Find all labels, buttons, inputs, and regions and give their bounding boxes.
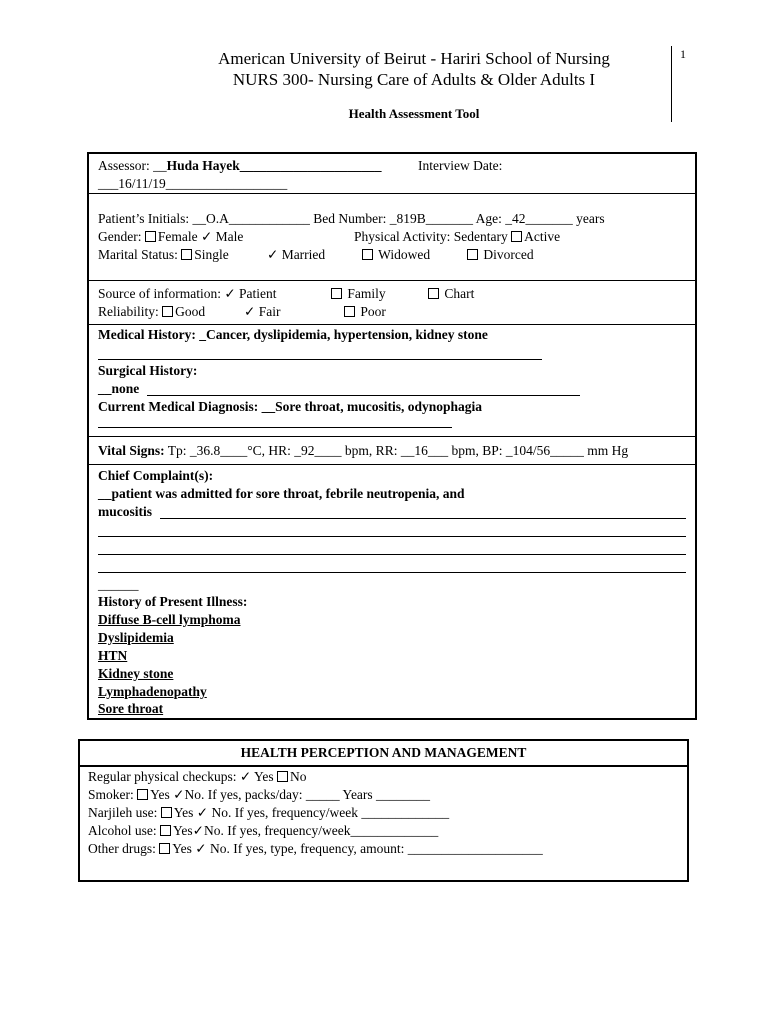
- surgical-history-line: [147, 395, 580, 396]
- assessment-form: [87, 152, 697, 720]
- vital-signs-row: [89, 436, 695, 465]
- interview-date-label: Interview Date:: [418, 158, 503, 173]
- fair-label: Fair: [258, 304, 281, 319]
- page-number-divider: [671, 46, 672, 122]
- chart-option: [428, 285, 474, 302]
- other-drugs-field[interactable]: [88, 840, 543, 857]
- course-title: NURS 300- Nursing Care of Adults & Older Adults I: [232, 70, 596, 89]
- smoker-yes-checkbox[interactable]: [137, 789, 148, 800]
- source-field: [98, 285, 277, 302]
- marital-status-label: Marital Status:: [98, 247, 178, 262]
- page-number: 1: [680, 47, 686, 61]
- vital-signs-label: Vital Signs:: [98, 443, 165, 458]
- single-label: Single: [194, 247, 229, 262]
- widowed-checkbox[interactable]: [362, 249, 373, 260]
- patient-source-checkmark-icon[interactable]: ✓: [224, 286, 236, 301]
- widowed-label: Widowed: [378, 247, 431, 262]
- source-label: Source of information:: [98, 286, 221, 301]
- current-diagnosis[interactable]: [98, 398, 482, 415]
- fair-checkmark-icon[interactable]: ✓: [244, 304, 256, 319]
- patient-initials-line[interactable]: Patient’s Initials: __O.A____________ Bed Number: _819B_______ Age: _42_______ years: [98, 211, 605, 226]
- complaint-line-a: [160, 518, 686, 519]
- alcohol-yes-checkbox[interactable]: [160, 825, 171, 836]
- vital-signs[interactable]: [98, 442, 628, 459]
- interview-date-value[interactable]: ___16/11/19__________________: [98, 176, 288, 191]
- narjileh-field[interactable]: [88, 804, 449, 821]
- present-illness-item: Sore throat: [98, 701, 164, 716]
- widowed-option: [362, 246, 430, 263]
- health-perception-section: [78, 739, 689, 882]
- active-checkbox[interactable]: [511, 231, 522, 242]
- good-label: Good: [175, 304, 206, 319]
- male-label: Male: [215, 229, 244, 244]
- present-illness-item: Lymphadenopathy: [98, 684, 207, 699]
- diagnosis-label: Current Medical Diagnosis: [98, 399, 254, 414]
- source-row: [89, 280, 695, 325]
- form-title: Health Assessment Tool: [348, 106, 480, 121]
- health-perception-title: HEALTH PERCEPTION AND MANAGEMENT: [80, 741, 687, 767]
- vital-signs-value: Tp: _36.8____°C, HR: _92____ bpm, RR: __16___ bpm, BP: _104/56_____ mm Hg: [167, 443, 629, 458]
- single-checkbox[interactable]: [181, 249, 192, 260]
- poor-checkbox[interactable]: [344, 306, 355, 317]
- reliability-field: [98, 303, 205, 320]
- alcohol-detail: Yes✓No. If yes, frequency/week_____________: [173, 823, 439, 838]
- female-checkbox[interactable]: [145, 231, 156, 242]
- divorced-option: [467, 246, 534, 263]
- gender-label: Gender:: [98, 229, 142, 244]
- divorced-checkbox[interactable]: [467, 249, 478, 260]
- diagnosis-line: [98, 427, 452, 428]
- poor-option: [344, 303, 386, 320]
- present-illness-item: Dyslipidemia: [98, 630, 174, 645]
- poor-label: Poor: [360, 304, 386, 319]
- patient-row: [89, 193, 695, 281]
- married-option: [267, 246, 325, 263]
- female-label: Female: [157, 229, 198, 244]
- married-label: Married: [281, 247, 326, 262]
- physical-activity-field: [354, 228, 560, 245]
- smoker-label: Smoker:: [88, 787, 134, 802]
- other-drugs-yes-checkbox[interactable]: [159, 843, 170, 854]
- present-illness-item: Diffuse B-cell lymphoma: [98, 612, 241, 627]
- male-checkmark-icon[interactable]: ✓: [200, 229, 213, 244]
- active-label: Active: [524, 229, 561, 244]
- school-title: American University of Beirut - Hariri School of Nursing: [218, 49, 610, 68]
- chief-complaint-line2[interactable]: mucositis: [98, 504, 152, 519]
- assessor-value[interactable]: Huda Hayek_____________________: [166, 158, 382, 173]
- other-drugs-detail: Yes ✓ No. If yes, type, frequency, amount: ____________________: [172, 841, 543, 856]
- marital-status-field: [98, 246, 229, 263]
- narjileh-yes-checkbox[interactable]: [161, 807, 172, 818]
- family-option: [331, 285, 386, 302]
- family-checkbox[interactable]: [331, 288, 342, 299]
- checkups-no-checkbox[interactable]: [277, 771, 288, 782]
- assessor-label: Assessor: __: [98, 158, 167, 173]
- physical-activity-label: Physical Activity: Sedentary: [354, 229, 508, 244]
- present-illness-item: Kidney stone: [98, 666, 174, 681]
- surgical-history-label: Surgical History:: [98, 363, 198, 378]
- fair-option: [244, 303, 280, 320]
- complaint-line-d: [98, 572, 686, 573]
- complaint-tail: ______: [98, 577, 139, 592]
- narjileh-detail: Yes ✓ No. If yes, frequency/week _____________: [173, 805, 450, 820]
- surgical-history-value[interactable]: __none: [98, 381, 140, 396]
- complaint-section: [89, 464, 695, 716]
- alcohol-field[interactable]: [88, 822, 438, 839]
- gender-field: [98, 228, 243, 245]
- history-row: [89, 324, 695, 437]
- checkups-no-label: No: [290, 769, 307, 784]
- chief-complaint-line1[interactable]: __patient was admitted for sore throat, febrile neutropenia, and: [98, 486, 465, 501]
- narjileh-label: Narjileh use:: [88, 805, 158, 820]
- chart-label: Chart: [444, 286, 475, 301]
- divorced-label: Divorced: [483, 247, 534, 262]
- medical-history-line: [98, 359, 542, 360]
- assessor-field: [98, 157, 382, 174]
- married-checkmark-icon[interactable]: ✓: [267, 247, 279, 262]
- complaint-line-b: [98, 536, 686, 537]
- complaint-line-c: [98, 554, 686, 555]
- family-label: Family: [347, 286, 386, 301]
- smoker-detail: Yes ✓No. If yes, packs/day: _____ Years ________: [150, 787, 431, 802]
- chief-complaint-label: Chief Complaint(s):: [98, 468, 214, 483]
- patient-source-label: Patient: [239, 286, 277, 301]
- chart-checkbox[interactable]: [428, 288, 439, 299]
- assessor-row: [89, 154, 695, 194]
- other-drugs-label: Other drugs:: [88, 841, 156, 856]
- smoker-field[interactable]: [88, 786, 430, 803]
- alcohol-label: Alcohol use:: [88, 823, 157, 838]
- present-illness-item: HTN: [98, 648, 128, 663]
- diagnosis-value: : __Sore throat, mucositis, odynophagia: [253, 399, 483, 414]
- reliability-label: Reliability:: [98, 304, 159, 319]
- present-illness-label: History of Present Illness:: [98, 594, 248, 609]
- medical-history[interactable]: Medical History: _Cancer, dyslipidemia, hypertension, kidney stone: [98, 327, 488, 342]
- physical-checkups-field[interactable]: [88, 768, 307, 785]
- physical-checkups-label: Regular physical checkups: ✓ Yes: [88, 769, 274, 784]
- good-checkbox[interactable]: [162, 306, 173, 317]
